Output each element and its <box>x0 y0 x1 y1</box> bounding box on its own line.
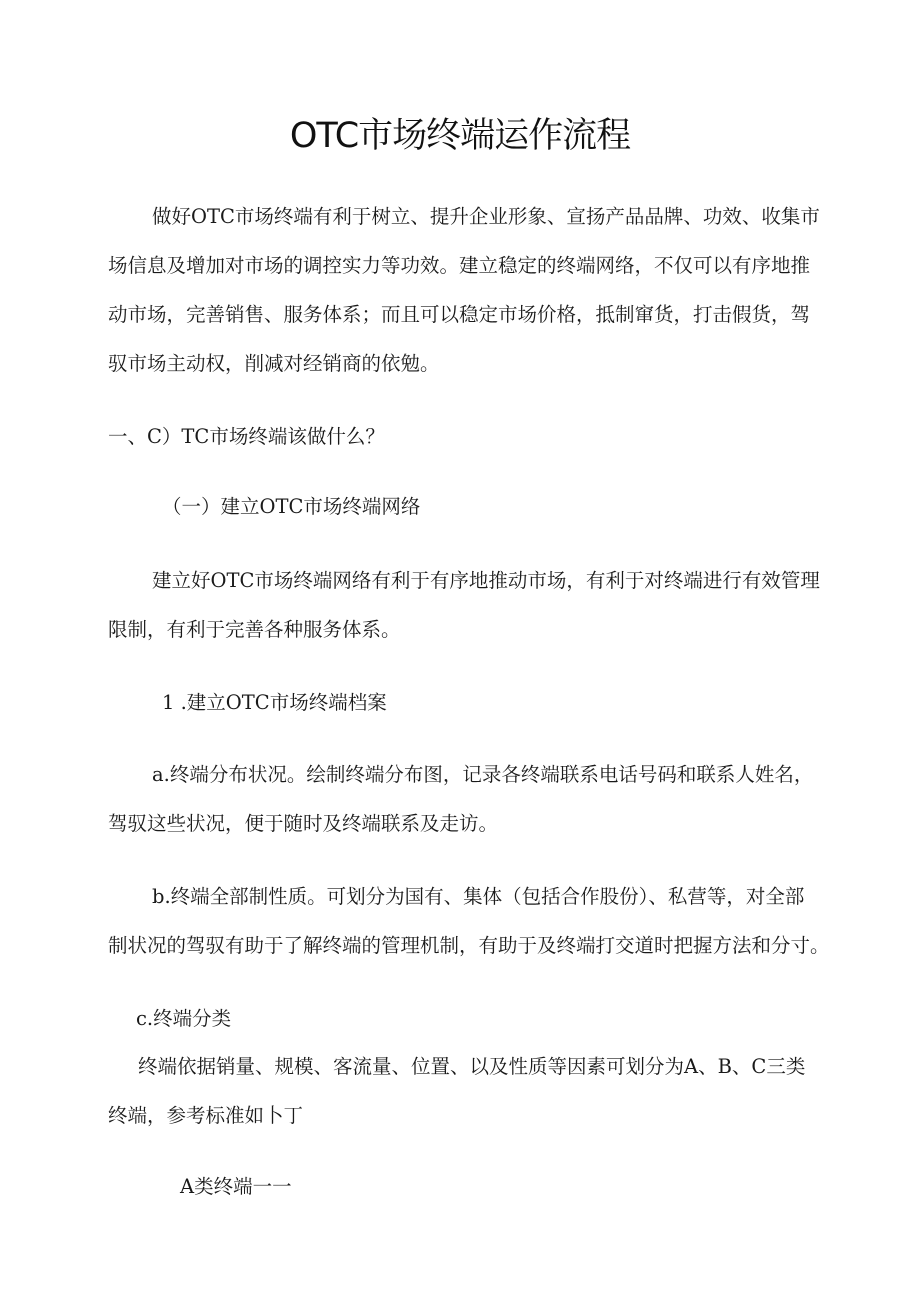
item-b-paragraph <box>108 872 830 970</box>
network-paragraph <box>108 556 820 654</box>
intro-line: 场信息及增加对市场的调控实力等功效。建立稳定的终端网络，不仅可以有序地推 <box>108 254 811 277</box>
intro-line: 动市场，完善销售、服务体系；而且可以稳定市场价格，抵制窜货，打击假货，驾 <box>108 303 811 326</box>
class-a-heading: A类终端一一 <box>180 1175 292 1198</box>
document-title: OTC市场终端运作流程 <box>289 116 631 156</box>
intro-line: 驭市场主动权，削减对经销商的依勉。 <box>108 352 440 375</box>
network-line: 建立好OTC市场终端网络有利于有序地推动市场，有利于对终端进行有效管理 <box>152 569 820 592</box>
item-a-paragraph <box>108 750 813 848</box>
item-b-line: b.终端全部制性质。可划分为国有、集体（包括合作股份）、私营等，对全部 <box>152 885 805 908</box>
item-a-line: 驾驭这些状况，便于随时及终端联系及走访。 <box>108 812 499 835</box>
item-c-line: 终端依据销量、规模、客流量、位置、以及性质等因素可划分为A、B、C三类 <box>138 1055 806 1078</box>
section-heading: 一、C）TC市场终端该做什么？ <box>108 425 385 448</box>
item-a-line: a.终端分布状况。绘制终端分布图，记录各终端联系电话号码和联系人姓名， <box>152 763 814 786</box>
item-b-line: 制状况的驾驭有助于了解终端的管理机制，有助于及终端打交道时把握方法和分寸。 <box>108 934 830 957</box>
intro-line: 做好OTC市场终端有利于树立、提升企业形象、宣扬产品品牌、功效、收集市 <box>152 205 820 228</box>
intro-paragraph <box>108 192 820 388</box>
item-c-heading: c.终端分类 <box>136 1007 232 1030</box>
item-c-line: 终端，参考标准如卜丁 <box>108 1104 304 1127</box>
network-line: 限制，有利于完善各种服务体系。 <box>108 618 401 641</box>
item-heading: 1 .建立OTC市场终端档案 <box>162 691 387 714</box>
subsection-heading: （一）建立OTC市场终端网络 <box>162 495 421 518</box>
item-c-paragraph <box>108 1042 805 1140</box>
